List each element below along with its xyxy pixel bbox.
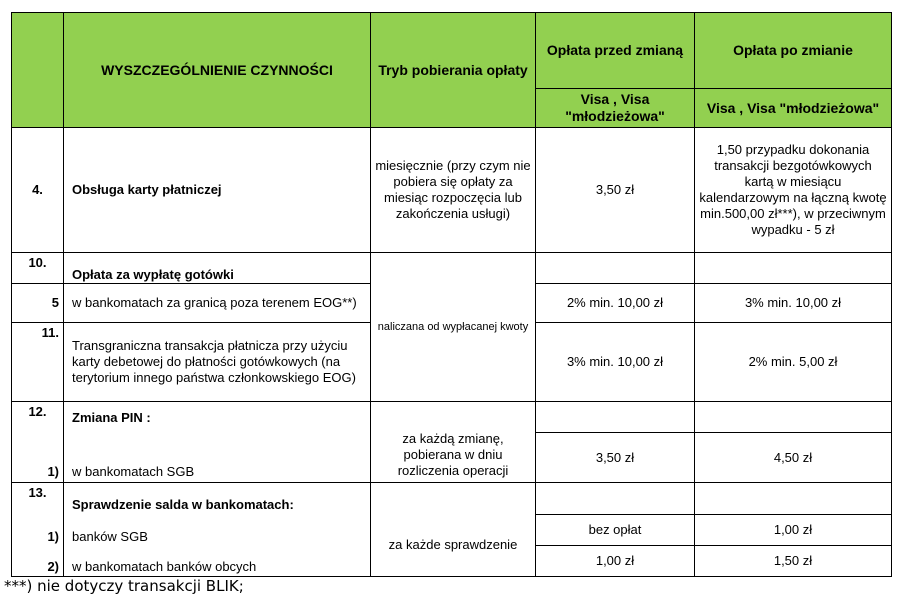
header-card-before: Visa , Visa "młodzieżowa" (536, 89, 695, 128)
row10-fee-before-empty (536, 253, 695, 284)
row13-2-fee-after: 1,50 zł (695, 546, 892, 577)
row13-1-fee-after: 1,00 zł (695, 515, 892, 546)
row12-1-number: 1) (12, 432, 64, 483)
row13-1-number: 1) (12, 517, 64, 547)
row10-number: 10. (12, 253, 64, 284)
row12-fee-after-empty (695, 402, 892, 433)
row12-1-fee-after: 4,50 zł (695, 433, 892, 483)
row4-mode: miesięcznie (przy czym nie pobiera się opłaty za miesiąc rozpoczęcia lub zakończenia usługi) (371, 128, 536, 253)
row13-fee-after-empty (695, 483, 892, 515)
row10-fee-after-empty (695, 253, 892, 284)
row4-number: 4. (12, 128, 64, 253)
header-fee-after: Opłata po zmianie (695, 13, 892, 89)
row13-2-name: w bankomatach banków obcych (64, 547, 371, 577)
row11-name: Transgraniczna transakcja płatnicza przy użyciu karty debetowej do płatności gotówkowych (na terytorium innego państwa członkowskiego EOG) (64, 323, 371, 402)
row12-number: 12. (12, 402, 64, 432)
row13-fee-before-empty (536, 483, 695, 515)
row13-2-fee-before: 1,00 zł (536, 546, 695, 577)
row12-fee-before-empty (536, 402, 695, 433)
row4-name: Obsługa karty płatniczej (64, 128, 371, 253)
row4-fee-before: 3,50 zł (536, 128, 695, 253)
row12-name: Zmiana PIN : (64, 402, 371, 432)
row13-mode: za każde sprawdzenie (371, 483, 536, 577)
row12-mode: za każdą zmianę, pobierana w dniu rozliczenia operacji (371, 402, 536, 483)
row12-1-fee-before: 3,50 zł (536, 433, 695, 483)
row10-5-fee-before: 2% min. 10,00 zł (536, 284, 695, 323)
row11-fee-before: 3% min. 10,00 zł (536, 323, 695, 402)
header-activity: WYSZCZEGÓLNIENIE CZYNNOŚCI (64, 13, 371, 128)
footnote: ***) nie dotyczy transakcji BLIK; (4, 577, 244, 595)
row10-11-mode: naliczana od wypłacanej kwoty (371, 253, 536, 402)
row10-5-number: 5 (12, 284, 64, 323)
row13-number: 13. (12, 483, 64, 517)
row10-5-fee-after: 3% min. 10,00 zł (695, 284, 892, 323)
row11-fee-after: 2% min. 5,00 zł (695, 323, 892, 402)
row13-2-number: 2) (12, 547, 64, 577)
row13-1-fee-before: bez opłat (536, 515, 695, 546)
row4-fee-after: 1,50 przypadku dokonania transakcji bezgotówkowych kartą w miesiącu kalendarzowym na łączną kwotę min.500,00 zł***), w przeciwnym wypadku - 5 zł (695, 128, 892, 253)
header-num-cell (12, 13, 64, 128)
row13-1-name: banków SGB (64, 517, 371, 547)
header-mode: Tryb pobierania opłaty (371, 13, 536, 128)
row12-1-name: w bankomatach SGB (64, 432, 371, 483)
header-fee-before: Opłata przed zmianą (536, 13, 695, 89)
row10-name: Opłata za wypłatę gotówki (64, 253, 371, 284)
header-card-after: Visa , Visa "młodzieżowa" (695, 89, 892, 128)
row13-name: Sprawdzenie salda w bankomatach: (64, 483, 371, 517)
row10-5-name: w bankomatach za granicą poza terenem EOG**) (64, 284, 371, 323)
row11-number: 11. (12, 323, 64, 402)
